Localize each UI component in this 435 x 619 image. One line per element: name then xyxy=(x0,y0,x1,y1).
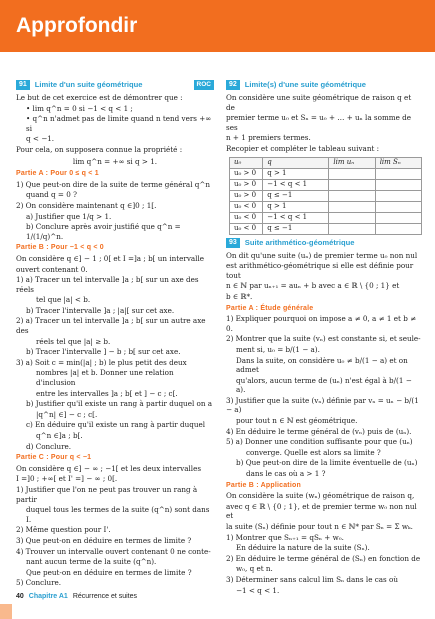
question: 1) Que peut-on dire de la suite de terme général q^n xyxy=(16,179,211,189)
exercise-title: Limite d'un suite géométrique xyxy=(34,80,143,90)
question: nombres |a| et b. Donner une relation d'inclusion xyxy=(36,368,174,388)
table-cell: u₀ > 0 xyxy=(230,179,263,190)
part-heading: Partie A : Pour 0 ≤ q < 1 xyxy=(16,170,99,178)
question: 5) Conclure. xyxy=(16,578,62,588)
roc-badge: ROC xyxy=(194,80,214,90)
text-line: On dit qu'une suite (uₙ) de premier terme u₀ non nul xyxy=(226,250,418,260)
table-cell: q ≤ −1 xyxy=(263,190,329,201)
question: 3) a) Soit c = min(|a| ; b) le plus petit des deux xyxy=(16,357,187,367)
bullet-item: • q^n n'admet pas de limite quand n tend vers +∞ si xyxy=(26,114,212,133)
question: b) Que peut-on dire de la limite éventuelle de (uₙ) xyxy=(236,458,418,468)
exercise-number: 91 xyxy=(16,80,30,90)
text-line: Pour cela, on supposera connue la propriété : xyxy=(16,144,183,154)
question: 4) Trouver un intervalle ouvert contenant 0 ne conte- xyxy=(16,546,211,556)
exercise-number: 92 xyxy=(226,80,240,90)
question: nant aucun terme de la suite (q^n). xyxy=(26,557,157,567)
table-row xyxy=(230,201,422,212)
exercise-number: 93 xyxy=(226,238,240,248)
table-header-row xyxy=(230,157,422,168)
text-line: la suite (Sₙ) définie pour tout n ∈ ℕ* par Sₙ = Σ wₖ. xyxy=(226,522,413,531)
limits-table xyxy=(229,157,422,235)
exercise-92-header xyxy=(226,80,422,90)
table-cell xyxy=(375,201,421,212)
table-row xyxy=(230,212,422,223)
question: 5) a) Donner une condition suffisante pour que (uₙ) xyxy=(226,437,413,447)
question: Dans la suite, on considère u₀ ≠ b/(1 − a) et on admet xyxy=(236,355,408,375)
question: w₀, q et n. xyxy=(236,564,273,574)
question: b) Tracer l'intervalle ]a ; |a|[ sur cet axe. xyxy=(26,305,175,315)
exercise-93-header xyxy=(226,238,422,248)
bullet-item: q < −1. xyxy=(26,134,55,144)
question: b) Conclure après avoir justifié que q^n = 1/(1/q)^n. xyxy=(26,222,181,241)
text-line: n + 1 premiers termes. xyxy=(226,133,311,143)
chapter-title: Récurrence et suites xyxy=(72,593,138,600)
question: En déduire la nature de la suite (Sₙ). xyxy=(236,543,370,553)
column-header: u₀ xyxy=(230,157,263,168)
question: converge. Quelle est alors sa limite ? xyxy=(246,447,381,457)
table-row xyxy=(230,190,422,201)
table-cell: u₀ > 0 xyxy=(230,168,263,179)
table-cell: q > 1 xyxy=(263,201,329,212)
column-header: lim uₙ xyxy=(329,157,375,168)
text-line: est arithmético-géométrique si elle est définie pour tout xyxy=(226,261,414,280)
table-cell xyxy=(375,190,421,201)
exercise-title: Limite(s) d'une suite géométrique xyxy=(244,80,367,90)
question: dans le cas où a > 1 ? xyxy=(246,469,326,479)
table-cell: u₀ < 0 xyxy=(230,201,263,212)
section-title: Approfondir xyxy=(16,14,138,37)
question: duquel tous les termes de la suite (q^n) sont dans I. xyxy=(26,505,210,524)
question: pour tout n ∈ ℕ est géométrique. xyxy=(236,416,358,426)
question: d) Conclure. xyxy=(26,441,72,451)
table-cell: q ≤ −1 xyxy=(263,223,329,234)
table-cell: u₀ < 0 xyxy=(230,212,263,223)
part-heading: Partie A : Étude générale xyxy=(226,304,314,312)
question: 2) Même question pour I'. xyxy=(16,525,111,535)
exercise-title: Suite arithmético-géométrique xyxy=(244,237,355,247)
table-cell: −1 < q < 1 xyxy=(263,212,329,223)
question: b) Tracer l'intervalle ] − b ; b[ sur cet axe. xyxy=(26,347,181,357)
table-cell xyxy=(375,212,421,223)
question: entre les intervalles ]a ; b[ et ] − c ; c[. xyxy=(36,388,178,398)
page-corner-tab xyxy=(0,604,12,619)
right-column xyxy=(226,80,422,596)
table-cell: q > 1 xyxy=(263,168,329,179)
property-formula: lim q^n = +∞ si q > 1. xyxy=(72,156,158,166)
question: 3) Déterminer sans calcul lim Sₙ dans le cas où xyxy=(226,574,398,584)
text-line: b ∈ ℝ*. xyxy=(226,291,253,301)
question: réels tel que |a| ≥ b. xyxy=(36,336,111,346)
question: 1) Justifier que l'on ne peut pas trouver un rang à partir xyxy=(16,484,198,504)
text-line: On considère q ∈] − ∞ ; −1[ et les deux intervalles xyxy=(16,463,202,473)
question: 2) On considère maintenant q ∈]0 ; 1[. xyxy=(16,200,157,210)
text-line: On considère la suite (wₙ) géométrique de raison q, xyxy=(226,491,415,501)
table-cell xyxy=(329,201,375,212)
question: c) En déduire qu'il existe un rang à partir duquel xyxy=(26,420,206,430)
question: 4) En déduire le terme général de (vₙ) puis de (uₙ). xyxy=(226,426,412,436)
text-line: n ∈ ℕ par uₙ₊₁ = auₙ + b avec a ∈ ℝ \ {0 ; 1} et xyxy=(226,281,400,291)
table-cell xyxy=(329,223,375,234)
table-cell xyxy=(375,168,421,179)
question: 3) Justifier que la suite (vₙ) définie par vₙ = uₙ − b/(1 − a) xyxy=(226,395,419,415)
column-header: lim Sₙ xyxy=(375,157,421,168)
question: b) Justifier qu'il existe un rang à partir duquel on a xyxy=(26,399,213,409)
question: 1) a) Tracer un tel intervalle ]a ; b[ sur un axe des réels xyxy=(16,275,199,294)
question: 1) Montrer que Sₙ₊₁ = qSₙ + w₀. xyxy=(226,532,344,542)
question: a) Justifier que 1/q > 1. xyxy=(26,211,112,221)
part-heading: Partie B : Pour −1 < q < 0 xyxy=(16,244,104,252)
question: −1 < q < 1. xyxy=(236,585,280,595)
text-line: I =]0 ; +∞[ et I' =] − ∞ ; 0[. xyxy=(16,474,118,484)
text-line: Le but de cet exercice est de démontrer que : xyxy=(16,93,183,102)
question: 2) Montrer que la suite (vₙ) est constante si, et seule- xyxy=(226,334,421,344)
question: 2) En déduire le terme général de (Sₙ) en fonction de xyxy=(226,553,421,563)
question: |q^n| ∈] − c ; c[. xyxy=(36,409,98,419)
table-cell xyxy=(375,223,421,234)
bullet-item: • lim q^n = 0 si −1 < q < 1 ; xyxy=(26,103,133,113)
table-cell: u₀ < 0 xyxy=(230,223,263,234)
text-line: avec q ∈ ℝ \ {0 ; 1}, et de premier terme w₀ non nul et xyxy=(226,501,417,521)
question: qu'alors, aucun terme de (uₙ) n'est égal à b/(1 − a). xyxy=(236,375,412,395)
table-cell xyxy=(329,190,375,201)
chapter-label: Chapitre A1 xyxy=(28,593,68,600)
table-cell xyxy=(329,179,375,190)
column-header: q xyxy=(263,157,329,168)
question: 2) a) Tracer un tel intervalle ]a ; b[ sur un autre axe des xyxy=(16,316,206,336)
text-line: Recopier et compléter le tableau suivant : xyxy=(226,143,380,153)
part-heading: Partie C : Pour q < −1 xyxy=(16,454,92,462)
table-row xyxy=(230,223,422,234)
table-cell: u₀ > 0 xyxy=(230,190,263,201)
table-row xyxy=(230,179,422,190)
table-row xyxy=(230,168,422,179)
part-heading: Partie B : Application xyxy=(226,481,301,489)
left-column xyxy=(16,80,214,589)
question: tel que |a| < b. xyxy=(36,295,91,305)
question: 3) Que peut-on en déduire en termes de limite ? xyxy=(16,535,192,545)
table-cell xyxy=(329,212,375,223)
text-line: ouvert contenant 0. xyxy=(16,264,88,274)
table-cell xyxy=(329,168,375,179)
exercise-91-header xyxy=(16,80,214,90)
text-line: On considère une suite géométrique de raison q et de xyxy=(226,93,412,112)
question: 1) Expliquer pourquoi on impose a ≠ 0, a ≠ 1 et b ≠ 0. xyxy=(226,314,417,333)
table-cell xyxy=(375,179,421,190)
table-cell: −1 < q < 1 xyxy=(263,179,329,190)
question: quand q = 0 ? xyxy=(26,190,77,200)
section-banner xyxy=(0,0,435,52)
page-footer xyxy=(16,593,137,600)
question: Que peut-on en déduire en termes de limite ? xyxy=(26,567,192,577)
text-line: premier terme u₀ et Sₙ = u₀ + … + uₙ la somme de ses xyxy=(226,113,411,132)
page-number: 40 xyxy=(16,593,24,600)
question: ment si, u₀ = b/(1 − a). xyxy=(236,344,320,354)
question: q^n ∈]a ; b[. xyxy=(36,431,83,440)
text-line: On considère q ∈] − 1 ; 0[ et I =]a ; b[ un intervalle xyxy=(16,253,205,263)
